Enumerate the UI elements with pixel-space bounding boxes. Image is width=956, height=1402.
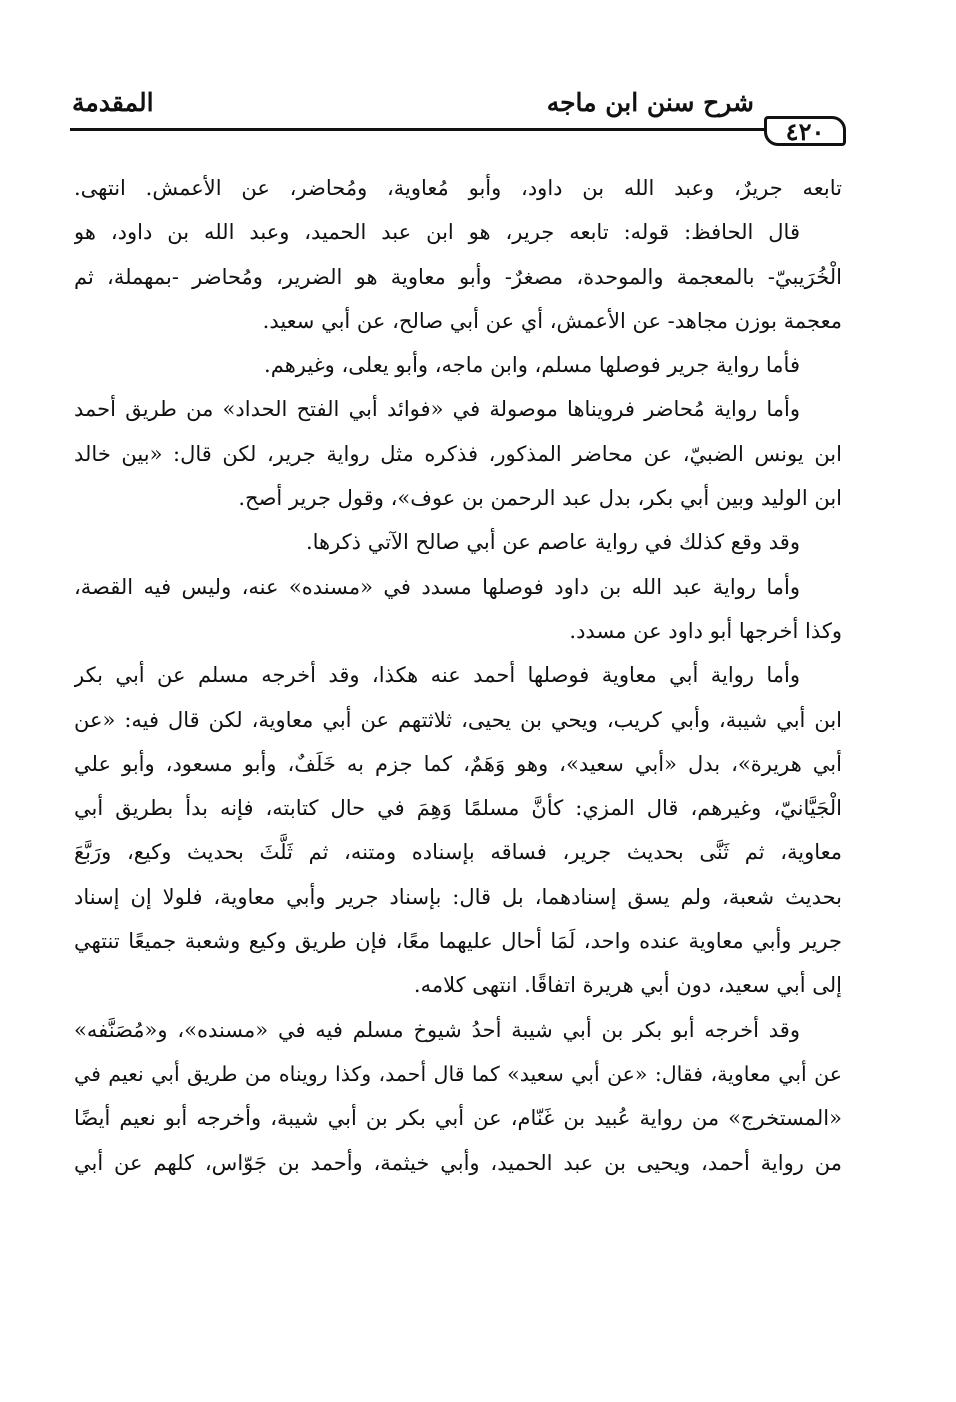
text-line: وكذا أخرجها أبو داود عن مسدد. [569, 618, 842, 643]
text-line: وقد أخرجه أبو بكر بن أبي شيبة أحدُ شيوخ مسلم فيه في «مسنده»، و«مُصَنَّفه» [74, 1017, 800, 1042]
text-line: معجمة بوزن مجاهد- عن الأعمش، أي عن أبي صالح، عن أبي سعيد. [262, 308, 842, 333]
text-line: الْجَيَّانيّ، وغيرهم، قال المزي: كأنَّ مسلمًا وَهِمَ في حال كتابته، فإنه بدأ بطريق أبي [74, 796, 842, 821]
text-line: فأما رواية جرير فوصلها مسلم، وابن ماجه، وأبو يعلى، وغيرهم. [264, 353, 800, 378]
text-line: عن أبي معاوية، فقال: «عن أبي سعيد» كما قال أحمد، وكذا رويناه من طريق أبي نعيم في [74, 1061, 842, 1086]
book-title: شرح سنن ابن ماجه [546, 88, 754, 117]
page-number-badge [764, 116, 846, 146]
text-line: ابن أبي شيبة، وأبي كريب، ويحي بن يحيى، ثلاثتهم عن أبي معاوية، لكن قال فيه: «عن [74, 707, 842, 732]
text-line: وأما رواية عبد الله بن داود فوصلها مسدد في «مسنده» عنه، وليس فيه القصة، [74, 574, 800, 599]
text-line: الْخُرَيبيّ- بالمعجمة والموحدة، مصغرٌ- وأبو معاوية هو الضرير، ومُحاضر -بمهملة، ثم [74, 264, 842, 289]
text-line: «المستخرج» من رواية عُبيد بن غَنّام، عن أبي بكر بن أبي شيبة، وأخرجه أبو نعيم أيضًا [74, 1106, 842, 1131]
text-line: إلى أبي سعيد، دون أبي هريرة اتفاقًا. انتهى كلامه. [413, 973, 842, 998]
text-line: معاوية، ثم ثَنَّى بحديث جرير، فساقه بإسناده ومتنه، ثم ثَلَّثَ بحديث وكيع، ورَبَّعَ [74, 840, 842, 865]
running-header [70, 82, 846, 148]
text-line: جرير وأبي معاوية عنده واحد، لَمَا أحال عليهما معًا، فإن طريق وكيع وشعبة جميعًا تنتهي [74, 929, 842, 954]
text-line: ابن يونس الضبيّ، عن محاضر المذكور، فذكره مثل رواية جرير، لكن قال: «بين خالد [74, 441, 842, 466]
text-line: من رواية أحمد، ويحيى بن عبد الحميد، وأبي خيثمة، وأحمد بن جَوّاس، كلهم عن أبي [74, 1150, 842, 1175]
section-title: المقدمة [72, 88, 154, 117]
text-line: تابعه جريرٌ، وعبد الله بن داود، وأبو مُعاوية، ومُحاضر، عن الأعمش. انتهى. [74, 176, 842, 200]
text-line: وأما رواية أبي معاوية فوصلها أحمد عنه هكذا، وقد أخرجه مسلم عن أبي بكر [74, 663, 800, 688]
header-rule [70, 128, 766, 131]
text-line: وقد وقع كذلك في رواية عاصم عن أبي صالح الآتي ذكرها. [305, 530, 800, 555]
text-line: ابن الوليد وبين أبي بكر، بدل عبد الرحمن بن عوف»، وقول جرير أصح. [238, 486, 842, 511]
text-line: بحديث شعبة، ولم يسق إسنادهما، بل قال: بإسناد جرير وأبي معاوية، فلولا إن إسناد [74, 884, 842, 909]
body-text [74, 166, 842, 1185]
text-line: أبي هريرة»، بدل «أبي سعيد»، وهو وَهَمٌ، كما جزم به خَلَفٌ، وأبو مسعود، وأبو علي [74, 751, 842, 776]
text-line: قال الحافظ: قوله: تابعه جرير، هو ابن عبد الحميد، وعبد الله بن داود، هو [74, 220, 800, 245]
text-line: وأما رواية مُحاضر فرويناها موصولة في «فوائد أبي الفتح الحداد» من طريق أحمد [74, 397, 800, 422]
page-number: ٤٢٠ [785, 116, 825, 146]
